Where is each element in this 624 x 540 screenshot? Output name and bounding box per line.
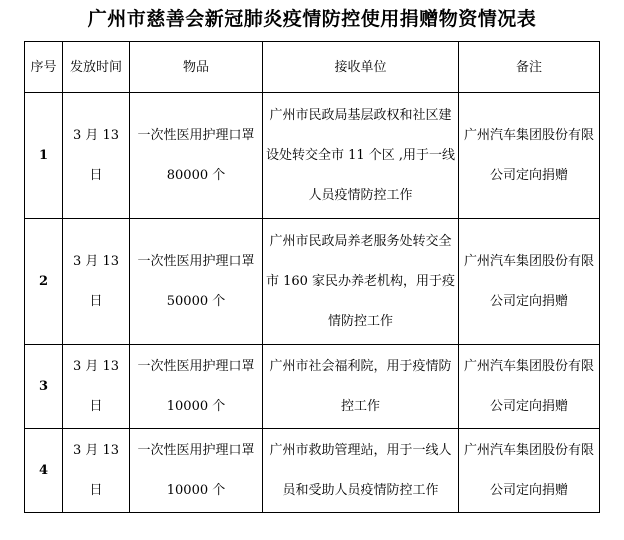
row-item: 一次性医用护理口罩 80000 个 [130, 93, 263, 219]
row-no: 3 [25, 345, 63, 429]
header-recipient: 接收单位 [263, 42, 459, 93]
row-recipient: 广州市民政局养老服务处转交全市 160 家民办养老机构，用于疫情防控工作 [263, 219, 459, 345]
row-date: 3 月 13 日 [63, 345, 130, 429]
row-note: 广州汽车集团股份有限公司定向捐赠 [459, 429, 600, 513]
row-recipient: 广州市救助管理站，用于一线人员和受助人员疫情防控工作 [263, 429, 459, 513]
table-row [25, 219, 600, 345]
header-item: 物品 [130, 42, 263, 93]
page-title: 广州市慈善会新冠肺炎疫情防控使用捐赠物资情况表 [87, 8, 537, 30]
donation-table [24, 41, 600, 513]
row-date: 3 月 13 日 [63, 93, 130, 219]
row-date: 3 月 13 日 [63, 429, 130, 513]
row-date: 3 月 13 日 [63, 219, 130, 345]
table-row [25, 429, 600, 513]
header-no: 序号 [25, 42, 63, 93]
table-row [25, 345, 600, 429]
row-item: 一次性医用护理口罩 10000 个 [130, 345, 263, 429]
row-note: 广州汽车集团股份有限公司定向捐赠 [459, 93, 600, 219]
row-note: 广州汽车集团股份有限公司定向捐赠 [459, 345, 600, 429]
row-note: 广州汽车集团股份有限公司定向捐赠 [459, 219, 600, 345]
row-no: 1 [25, 93, 63, 219]
row-item: 一次性医用护理口罩 10000 个 [130, 429, 263, 513]
table-header-row [25, 42, 600, 93]
row-item: 一次性医用护理口罩 50000 个 [130, 219, 263, 345]
header-date: 发放时间 [63, 42, 130, 93]
row-no: 2 [25, 219, 63, 345]
row-recipient: 广州市民政局基层政权和社区建设处转交全市 11 个区 ,用于一线人员疫情防控工作 [263, 93, 459, 219]
table-row [25, 93, 600, 219]
row-recipient: 广州市社会福利院，用于疫情防控工作 [263, 345, 459, 429]
header-note: 备注 [459, 42, 600, 93]
row-no: 4 [25, 429, 63, 513]
